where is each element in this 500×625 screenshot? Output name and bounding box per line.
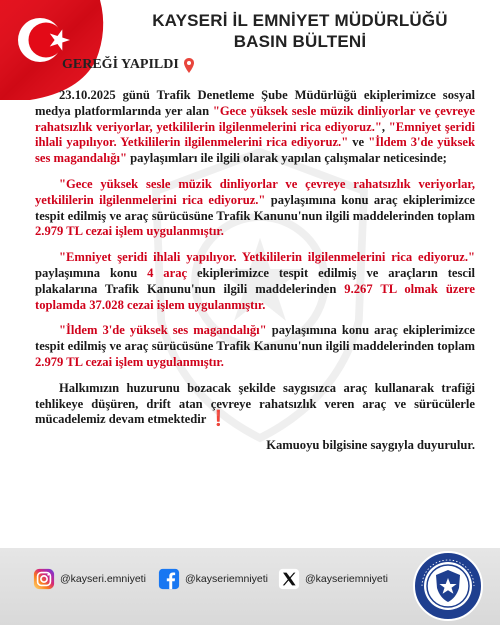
quote: "Emniyet şeridi ihlali yapılıyor. Yetkililerin ilgilenmelerini rica ediyoruz." xyxy=(59,250,475,265)
text: 23.10.2025 günü Trafik Denetleme Şube Müdürlüğü ekiplerimizce sosyal medya platformlarında yer alan xyxy=(35,88,475,118)
x-handle: @kayseriemniyeti xyxy=(305,573,389,585)
page-title xyxy=(140,10,460,52)
penalty: 2.979 TL cezai işlem uygulanmıştır. xyxy=(35,224,224,239)
text: ekiplerimizce tespit edilmiş ve araçların tescil plakalarına Trafik Kanunu'nun ilgili maddelerinden xyxy=(35,265,475,296)
exclamation-icon: ❗ xyxy=(209,411,228,428)
bulletin-body xyxy=(35,88,475,464)
paragraph-ildem xyxy=(35,323,475,370)
penalty: 2.979 TL cezai işlem uygulanmıştır. xyxy=(35,354,224,369)
instagram-icon xyxy=(33,568,55,590)
x-icon xyxy=(278,568,300,590)
instagram-handle: @kayseri.emniyeti xyxy=(60,573,146,585)
text: ve xyxy=(348,135,369,150)
paragraph-closing-statement xyxy=(35,381,475,428)
quote: "Emniyet şeridi ihlali yapılıyor. Yetkililerin ilgilenmelerini rica ediyoruz." xyxy=(35,119,476,150)
pin-icon xyxy=(184,58,194,73)
paragraph-intro xyxy=(35,88,475,167)
paragraph-music xyxy=(35,177,475,240)
text: paylaşımına konu araç ekiplerimizce tespit edilmiş ve araç sürücüsüne Trafik Kanunu'nun ilgili maddelerinden toplam xyxy=(35,192,476,223)
instagram-link[interactable] xyxy=(33,568,146,590)
penalty: 9.267 TL olmak üzere toplamda 37.028 cezai işlem uygulanmıştır. xyxy=(35,281,475,312)
title-line-2: BASIN BÜLTENİ xyxy=(233,32,367,51)
facebook-icon xyxy=(158,568,180,590)
text: paylaşımları ile ilgili olarak yapılan çalışmalar neticesinde; xyxy=(127,151,447,166)
vehicle-count: 4 araç xyxy=(147,265,188,280)
facebook-handle: @kayseriemniyeti xyxy=(185,573,269,585)
text: Halkımızın huzurunu bozacak şekilde saygısızca araç kullanarak trafiği tehlikeye düşüren, drift atan çevreye rahatsızlık veren araç ve sürücülerle mücadelemiz devam etmektedir xyxy=(35,380,475,427)
text: , xyxy=(381,119,389,134)
status-label: GEREĞİ YAPILDI xyxy=(62,57,179,72)
status-line xyxy=(62,57,194,73)
text: paylaşımına konu araç ekiplerimizce tespit edilmiş ve araç sürücüsüne Trafik Kanunu'nun ilgili maddelerinden toplam xyxy=(35,323,476,354)
facebook-link[interactable] xyxy=(158,568,268,590)
quote: "İldem 3'de yüksek ses magandalığı" xyxy=(35,135,476,166)
police-badge-logo xyxy=(410,548,486,624)
text: paylaşımına konu xyxy=(35,265,148,280)
paragraph-lane xyxy=(35,250,475,313)
quote: "Gece yüksek sesle müzik dinliyorlar ve çevreye rahatsızlık veriyorlar, yetkililerin ilgilenmelerini rica ediyoruz." xyxy=(35,103,475,134)
quote: "İldem 3'de yüksek ses magandalığı" xyxy=(59,323,267,338)
title-line-1: KAYSERİ İL EMNİYET MÜDÜRLÜĞÜ xyxy=(152,11,448,30)
closing-line: Kamuoyu bilgisine saygıyla duyurulur. xyxy=(266,438,475,453)
x-link[interactable] xyxy=(278,568,388,590)
quote: "Gece yüksek sesle müzik dinliyorlar ve çevreye rahatsızlık veriyorlar, yetkililerin ilgilenmelerini rica ediyoruz." xyxy=(35,176,475,207)
turkish-flag-icon xyxy=(0,0,108,100)
